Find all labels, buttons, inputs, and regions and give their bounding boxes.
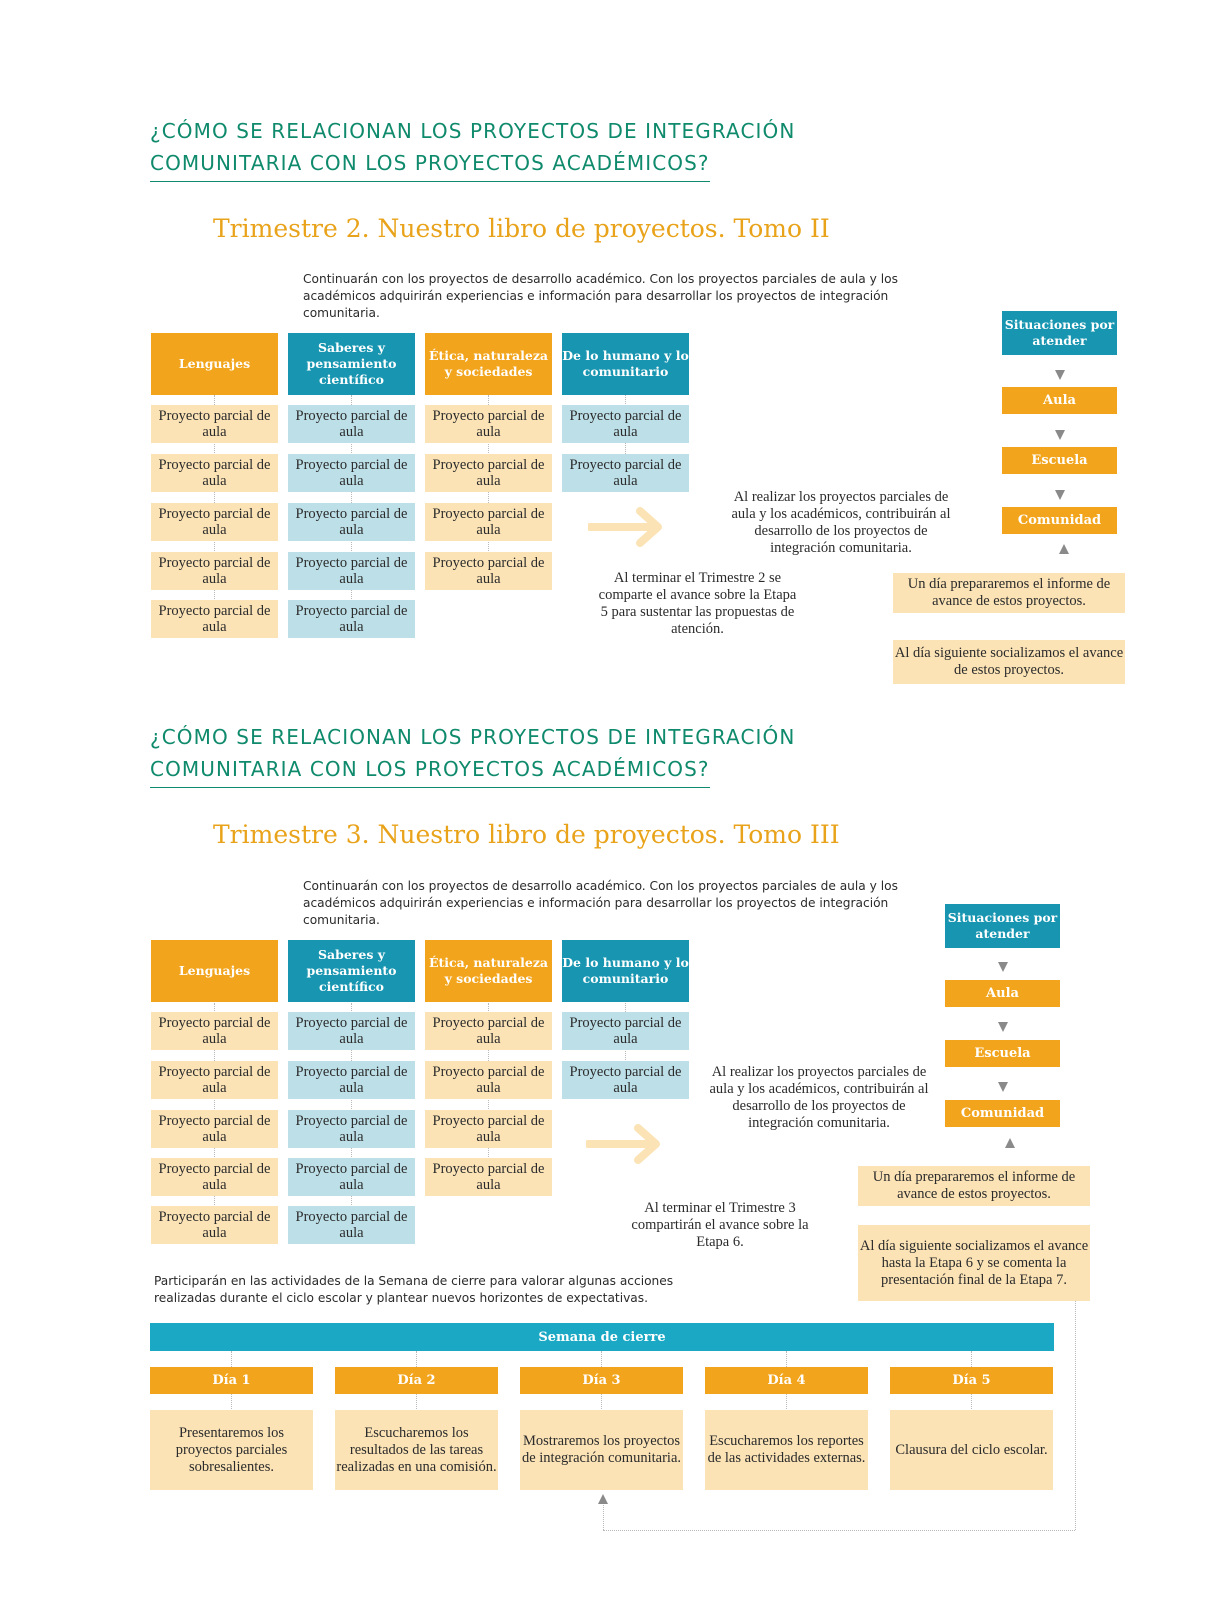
down-arrow-icon: [1055, 370, 1065, 380]
heading-line-2: COMUNITARIA CON LOS PROYECTOS ACADÉMICOS?: [150, 151, 710, 175]
column-header-humano: De lo humano y lo comunitario: [562, 333, 689, 395]
side-step-comunidad: Comunidad: [1002, 507, 1117, 534]
side-note-socializar: Al día siguiente socializamos el avance de estos proyectos.: [893, 640, 1125, 684]
down-arrow-icon: [998, 1082, 1008, 1092]
down-arrow-icon: [998, 962, 1008, 972]
side-step-escuela: Escuela: [1002, 447, 1117, 474]
middle-note: Al realizar los proyectos parciales de aula y los académicos, contribuirán al desarrollo de los proyectos de integración comunitaria.: [731, 489, 951, 556]
project-cell: Proyecto parcial de aula: [288, 1012, 415, 1050]
section-2-intro: Continuarán con los proyectos de desarrollo académico. Con los proyectos parciales de aula y los académicos adquirirán experiencias e información para desarrollar los proyectos de integración comunitaria.: [303, 879, 898, 927]
project-cell: Proyecto parcial de aula: [288, 1110, 415, 1148]
project-cell: Proyecto parcial de aula: [151, 1206, 278, 1244]
section-1-subtitle: Trimestre 2. Nuestro libro de proyectos. Tomo II: [213, 214, 830, 243]
column-header-saberes: Saberes y pensamiento científico: [288, 940, 415, 1002]
project-cell: Proyecto parcial de aula: [425, 454, 552, 492]
up-arrow-icon: [1005, 1138, 1015, 1148]
side-step-comunidad: Comunidad: [945, 1100, 1060, 1127]
closing-week-bar: Semana de cierre: [150, 1323, 1054, 1351]
project-cell: Proyecto parcial de aula: [562, 1012, 689, 1050]
project-cell: Proyecto parcial de aula: [288, 454, 415, 492]
down-arrow-icon: [1055, 490, 1065, 500]
day-1-header: Día 1: [150, 1367, 313, 1394]
section-1-heading: [150, 115, 796, 182]
right-arrow-icon: [588, 507, 668, 547]
project-cell: Proyecto parcial de aula: [288, 552, 415, 590]
day-2-description: Escucharemos los resultados de las tareas realizadas en una comisión.: [335, 1410, 498, 1490]
project-cell: Proyecto parcial de aula: [151, 454, 278, 492]
column-header-etica: Ética, naturaleza y sociedades: [425, 940, 552, 1002]
project-cell: Proyecto parcial de aula: [425, 405, 552, 443]
day-5-header: Día 5: [890, 1367, 1053, 1394]
down-arrow-icon: [1055, 430, 1065, 440]
side-head: Situaciones por atender: [945, 904, 1060, 948]
down-arrow-icon: [998, 1022, 1008, 1032]
heading-line-1: ¿CÓMO SE RELACIONAN LOS PROYECTOS DE INTEGRACIÓN: [150, 119, 796, 143]
side-note-informe: Un día prepararemos el informe de avance de estos proyectos.: [858, 1166, 1090, 1206]
side-step-aula: Aula: [945, 980, 1060, 1007]
column-header-humano: De lo humano y lo comunitario: [562, 940, 689, 1002]
project-cell: Proyecto parcial de aula: [151, 503, 278, 541]
side-step-escuela: Escuela: [945, 1040, 1060, 1067]
side-note-socializar: Al día siguiente socializamos el avance hasta la Etapa 6 y se comenta la presentación final de la Etapa 7.: [858, 1225, 1090, 1301]
project-cell: Proyecto parcial de aula: [562, 1061, 689, 1099]
project-cell: Proyecto parcial de aula: [288, 503, 415, 541]
project-cell: Proyecto parcial de aula: [288, 600, 415, 638]
section-2-subtitle: Trimestre 3. Nuestro libro de proyectos. Tomo III: [213, 820, 840, 849]
project-cell: Proyecto parcial de aula: [288, 405, 415, 443]
project-cell: Proyecto parcial de aula: [151, 552, 278, 590]
project-cell: Proyecto parcial de aula: [288, 1061, 415, 1099]
right-arrow-icon: [586, 1124, 666, 1164]
day-2-header: Día 2: [335, 1367, 498, 1394]
project-cell: Proyecto parcial de aula: [151, 1158, 278, 1196]
end-note: Al terminar el Trimestre 2 se comparte el avance sobre la Etapa 5 para sustentar las propuestas de atención.: [598, 570, 797, 637]
project-cell: Proyecto parcial de aula: [151, 1110, 278, 1148]
project-cell: Proyecto parcial de aula: [425, 1012, 552, 1050]
project-cell: Proyecto parcial de aula: [288, 1158, 415, 1196]
middle-note: Al realizar los proyectos parciales de aula y los académicos, contribuirán al desarrollo de los proyectos de integración comunitaria.: [709, 1064, 929, 1131]
day-3-header: Día 3: [520, 1367, 683, 1394]
project-cell: Proyecto parcial de aula: [425, 503, 552, 541]
project-cell: Proyecto parcial de aula: [425, 1061, 552, 1099]
end-note: Al terminar el Trimestre 3 compartirán el avance sobre la Etapa 6.: [631, 1200, 809, 1250]
project-cell: Proyecto parcial de aula: [151, 1061, 278, 1099]
project-cell: Proyecto parcial de aula: [425, 1110, 552, 1148]
heading-line-1: ¿CÓMO SE RELACIONAN LOS PROYECTOS DE INTEGRACIÓN: [150, 725, 796, 749]
up-arrow-icon: [1059, 544, 1069, 554]
side-head: Situaciones por atender: [1002, 311, 1117, 355]
loop-line-vertical: [1075, 1301, 1076, 1530]
project-cell: Proyecto parcial de aula: [151, 1012, 278, 1050]
day-4-header: Día 4: [705, 1367, 868, 1394]
column-header-etica: Ética, naturaleza y sociedades: [425, 333, 552, 395]
project-cell: Proyecto parcial de aula: [562, 405, 689, 443]
closing-intro: Participarán en las actividades de la Semana de cierre para valorar algunas acciones realizadas durante el ciclo escolar y plantear nuevos horizontes de expectativas.: [154, 1274, 674, 1305]
project-cell: Proyecto parcial de aula: [425, 552, 552, 590]
day-3-description: Mostraremos los proyectos de integración comunitaria.: [520, 1410, 683, 1490]
column-header-lenguajes: Lenguajes: [151, 940, 278, 1002]
day-4-description: Escucharemos los reportes de las actividades externas.: [705, 1410, 868, 1490]
side-note-informe: Un día prepararemos el informe de avance de estos proyectos.: [893, 573, 1125, 613]
day-5-description: Clausura del ciclo escolar.: [890, 1410, 1053, 1490]
project-cell: Proyecto parcial de aula: [288, 1206, 415, 1244]
project-cell: Proyecto parcial de aula: [151, 405, 278, 443]
heading-line-2: COMUNITARIA CON LOS PROYECTOS ACADÉMICOS?: [150, 757, 710, 781]
project-cell: Proyecto parcial de aula: [151, 600, 278, 638]
column-header-lenguajes: Lenguajes: [151, 333, 278, 395]
project-cell: Proyecto parcial de aula: [425, 1158, 552, 1196]
day-1-description: Presentaremos los proyectos parciales sobresalientes.: [150, 1410, 313, 1490]
section-2-heading: [150, 721, 796, 788]
section-1-intro: Continuarán con los proyectos de desarrollo académico. Con los proyectos parciales de aula y los académicos adquirirán experiencias e información para desarrollar los proyectos de integración comunitaria.: [303, 272, 898, 320]
column-header-saberes: Saberes y pensamiento científico: [288, 333, 415, 395]
project-cell: Proyecto parcial de aula: [562, 454, 689, 492]
loop-line-horizontal: [603, 1530, 1075, 1531]
up-arrow-icon: [598, 1494, 608, 1504]
side-step-aula: Aula: [1002, 387, 1117, 414]
loop-line-up: [603, 1505, 604, 1530]
